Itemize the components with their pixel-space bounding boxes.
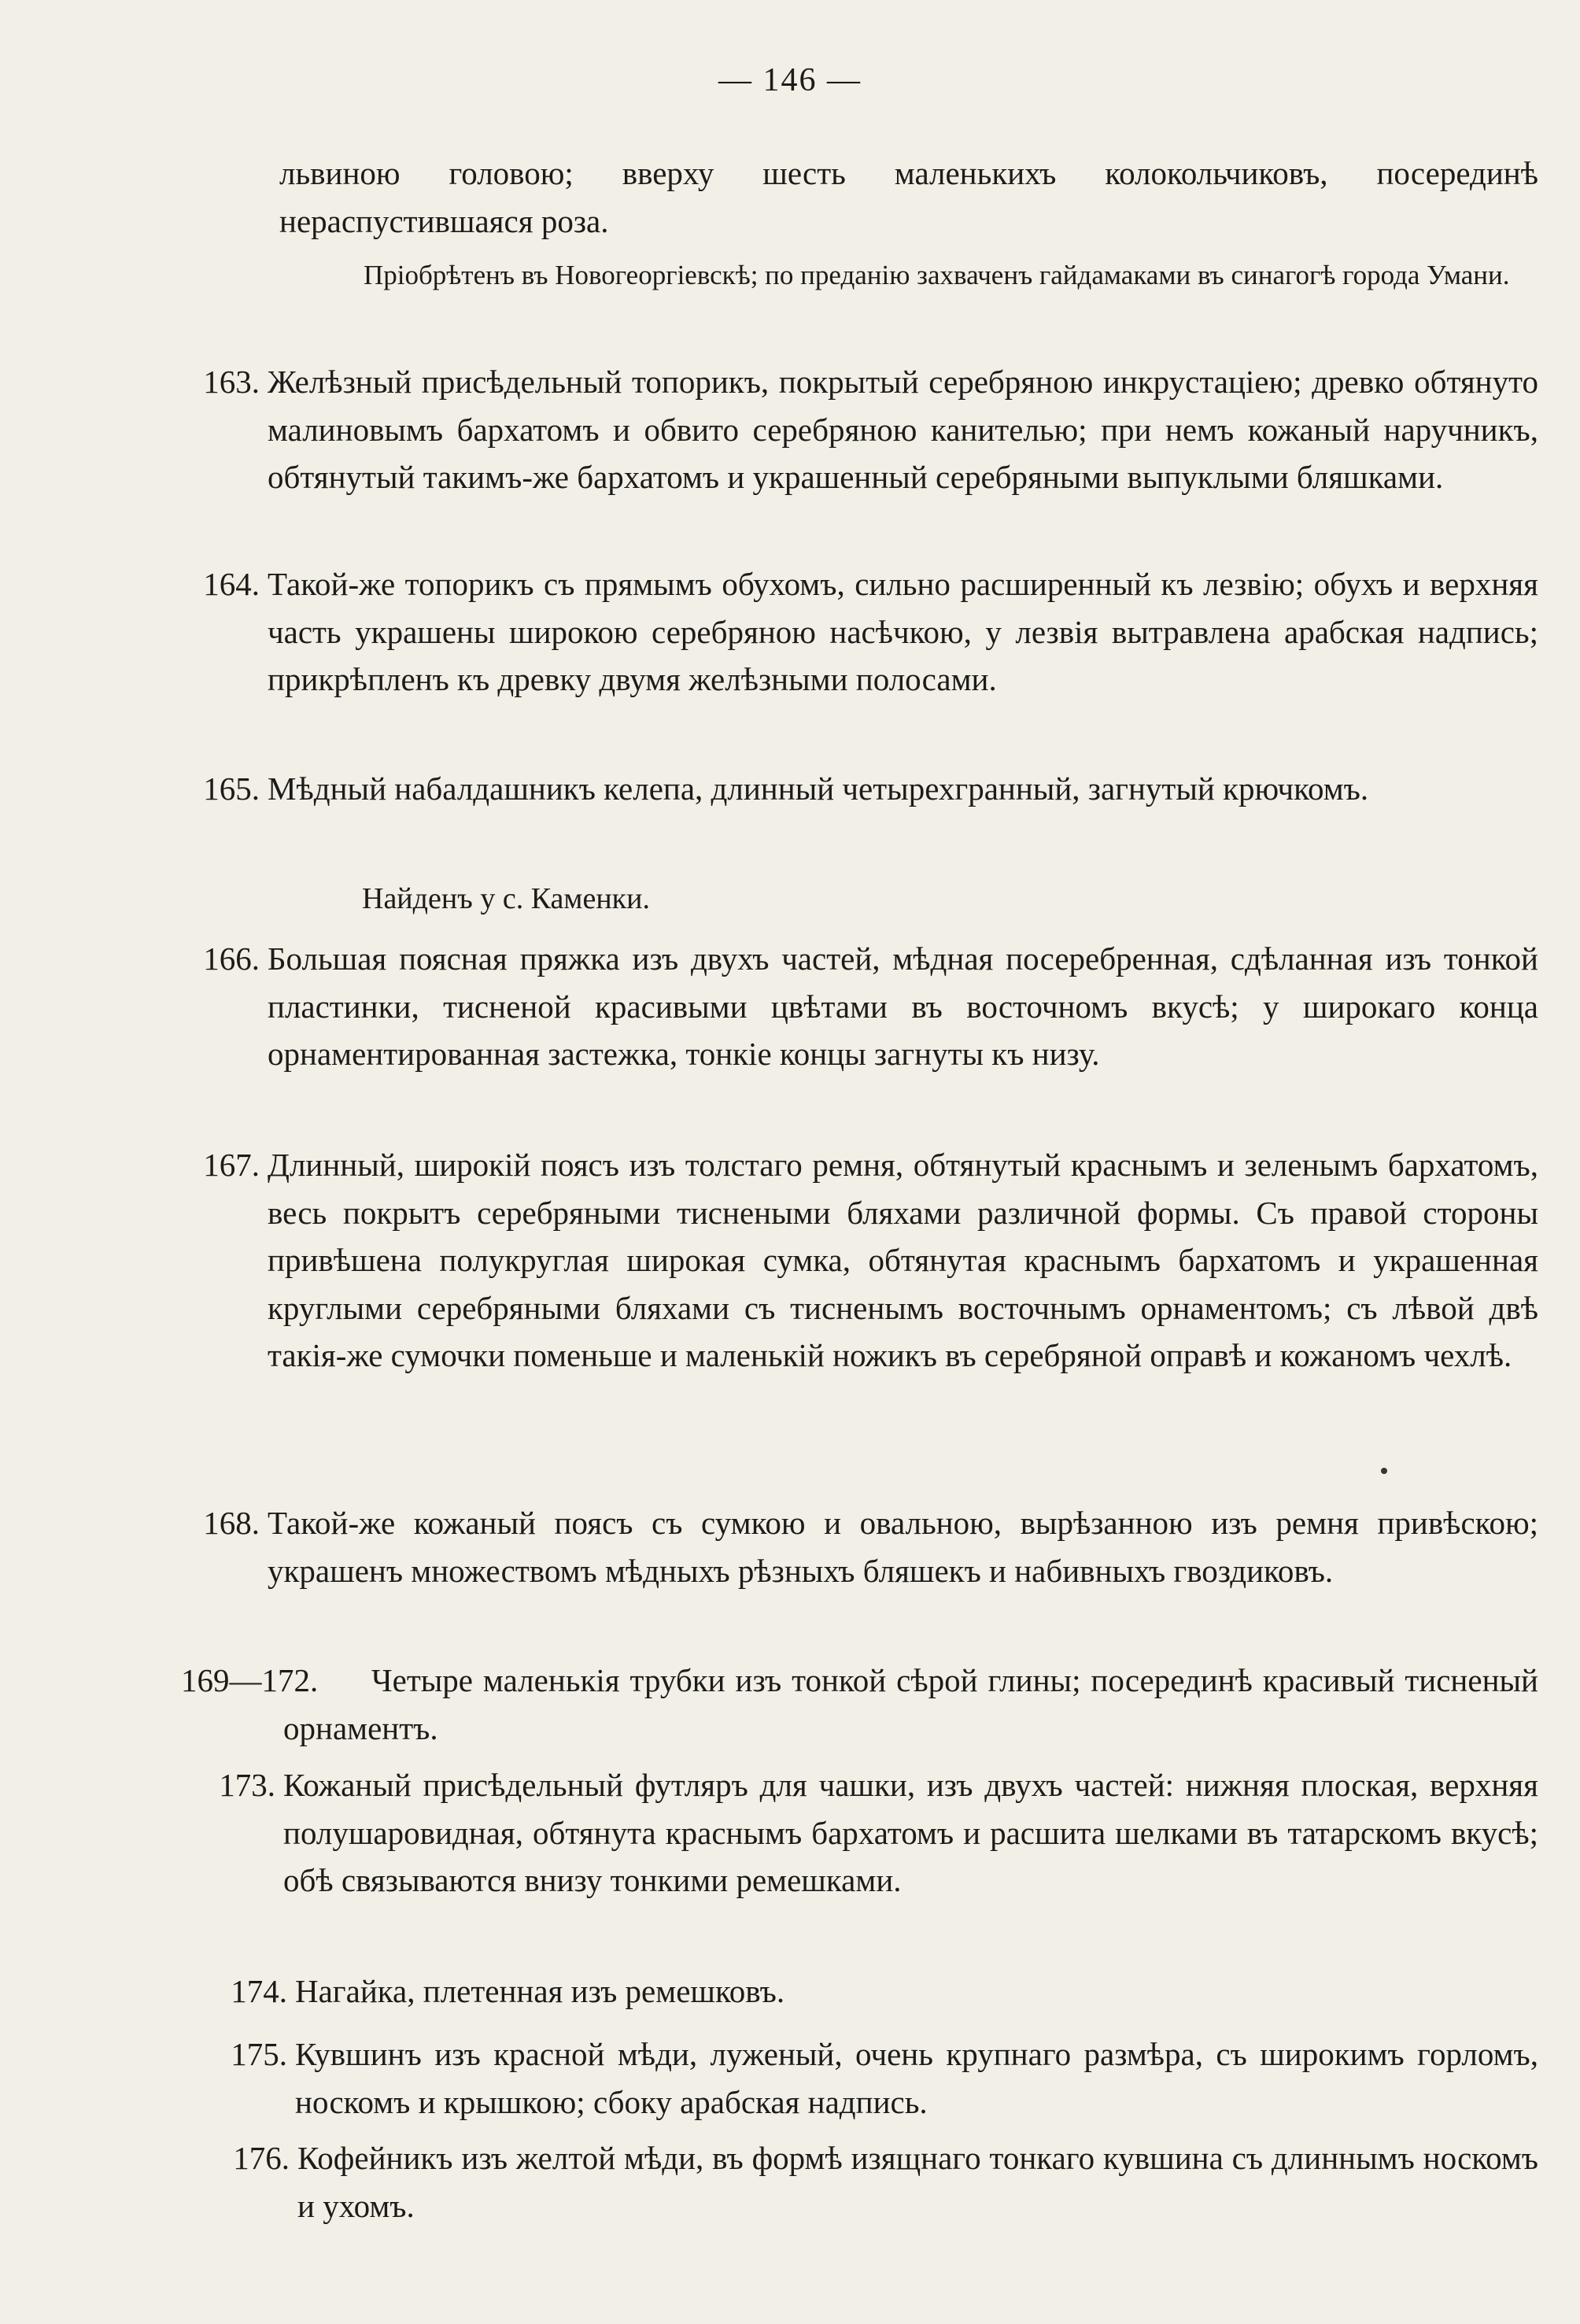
entry-text: Желѣзный присѣдельный топорикъ, покрытый серебряною инкрустаціею; древко обтянуто малиновымъ бархатомъ и обвито серебряною канителью; при немъ кожаный наручникъ, обтянутый такимъ-же бархатомъ и украшенный серебряными выпуклыми бляшками. [268, 364, 1538, 495]
continuation-note: Пріобрѣтенъ въ Новогеоргіевскѣ; по преданію захваченъ гайдамаками въ синагогѣ города Умани. [364, 260, 1510, 290]
catalog-entry-175 [231, 2030, 1538, 2126]
entry-number: 165. [203, 770, 260, 807]
entry-number: 168. [203, 1505, 260, 1541]
entry-number: 175. [231, 2036, 287, 2072]
page-number: — 146 — [718, 62, 862, 98]
catalog-entry-166 [203, 935, 1538, 1078]
entry-number: 174. [231, 1973, 287, 2009]
entry-text: Такой-же топорикъ съ прямымъ обухомъ, сильно расширенный къ лезвію; обухъ и верхняя часть украшены широкою серебряною насѣчкою, у лезвія вытравлена арабская надпись; прикрѣпленъ къ древку двумя желѣзными полосами. [268, 566, 1538, 697]
entry-text: Такой-же кожаный поясъ съ сумкою и овальною, вырѣзанною изъ ремня привѣскою; украшенъ множествомъ мѣдныхъ рѣзныхъ бляшекъ и набивныхъ гвоздиковъ. [268, 1505, 1538, 1589]
entry-text: Четыре маленькія трубки изъ тонкой сѣрой глины; посерединѣ красивый тисненый орнаментъ. [283, 1662, 1538, 1746]
catalog-entry-174 [231, 1967, 1538, 2015]
ink-speck [1381, 1468, 1387, 1474]
entry-number: 167. [203, 1147, 260, 1183]
catalog-entry-163 [203, 358, 1538, 501]
catalog-entry-173 [219, 1761, 1538, 1905]
entry-number: 169—172. [181, 1662, 319, 1698]
catalog-entry-167 [203, 1141, 1538, 1380]
entry-text: Большая поясная пряжка изъ двухъ частей, мѣдная посеребренная, сдѣланная изъ тонкой пластинки, тисненой красивыми цвѣтами въ восточномъ вкусѣ; у широкаго конца орнаментированная застежка, тонкіе концы загнуты къ низу. [268, 940, 1538, 1072]
find-note: Найденъ у с. Каменки. [362, 882, 650, 915]
entry-text: Кувшинъ изъ красной мѣди, луженый, очень крупнаго размѣра, съ широкимъ горломъ, носкомъ и крышкою; сбоку арабская надпись. [295, 2036, 1538, 2120]
continuation-paragraph: львиною головою; вверху шесть маленькихъ колокольчиковъ, посерединѣ нераспустившаяся роза. [279, 155, 1538, 239]
entry-number: 176. [233, 2140, 290, 2176]
entry-text: Нагайка, плетенная изъ ремешковъ. [295, 1973, 785, 2009]
entry-number: 163. [203, 364, 260, 400]
entry-text: Длинный, широкій поясъ изъ толстаго ремня, обтянутый краснымъ и зеленымъ бархатомъ, весь покрытъ серебряными тиснеными бляхами различной формы. Съ правой стороны привѣшена полукруглая широкая сумка, обтянутая краснымъ бархатомъ и украшенная круглыми серебряными бляхами съ тисненымъ восточнымъ орнаментомъ; съ лѣвой двѣ такія-же сумочки поменьше и маленькій ножикъ въ серебряной оправѣ и кожаномъ чехлѣ. [268, 1147, 1538, 1373]
catalog-entry-168 [203, 1499, 1538, 1594]
entry-number: 173. [219, 1767, 275, 1803]
catalog-entry-169-172 [181, 1657, 1538, 1752]
entry-text: Кофейникъ изъ желтой мѣди, въ формѣ изящнаго тонкаго кувшина съ длиннымъ носкомъ и ухомъ. [297, 2140, 1538, 2224]
entry-text: Мѣдный набалдашникъ келепа, длинный четырехгранный, загнутый крючкомъ. [268, 770, 1369, 807]
entry-number: 166. [203, 940, 260, 977]
entry-text: Кожаный присѣдельный футляръ для чашки, изъ двухъ частей: нижняя плоская, верхняя полушаровидная, обтянута краснымъ бархатомъ и расшита шелками въ татарскомъ вкусѣ; обѣ связываются внизу тонкими ремешками. [283, 1767, 1538, 1898]
catalog-entry-165 [203, 765, 1538, 813]
catalog-entry-164 [203, 560, 1538, 704]
catalog-entry-176 [233, 2134, 1538, 2230]
entry-number: 164. [203, 566, 260, 602]
